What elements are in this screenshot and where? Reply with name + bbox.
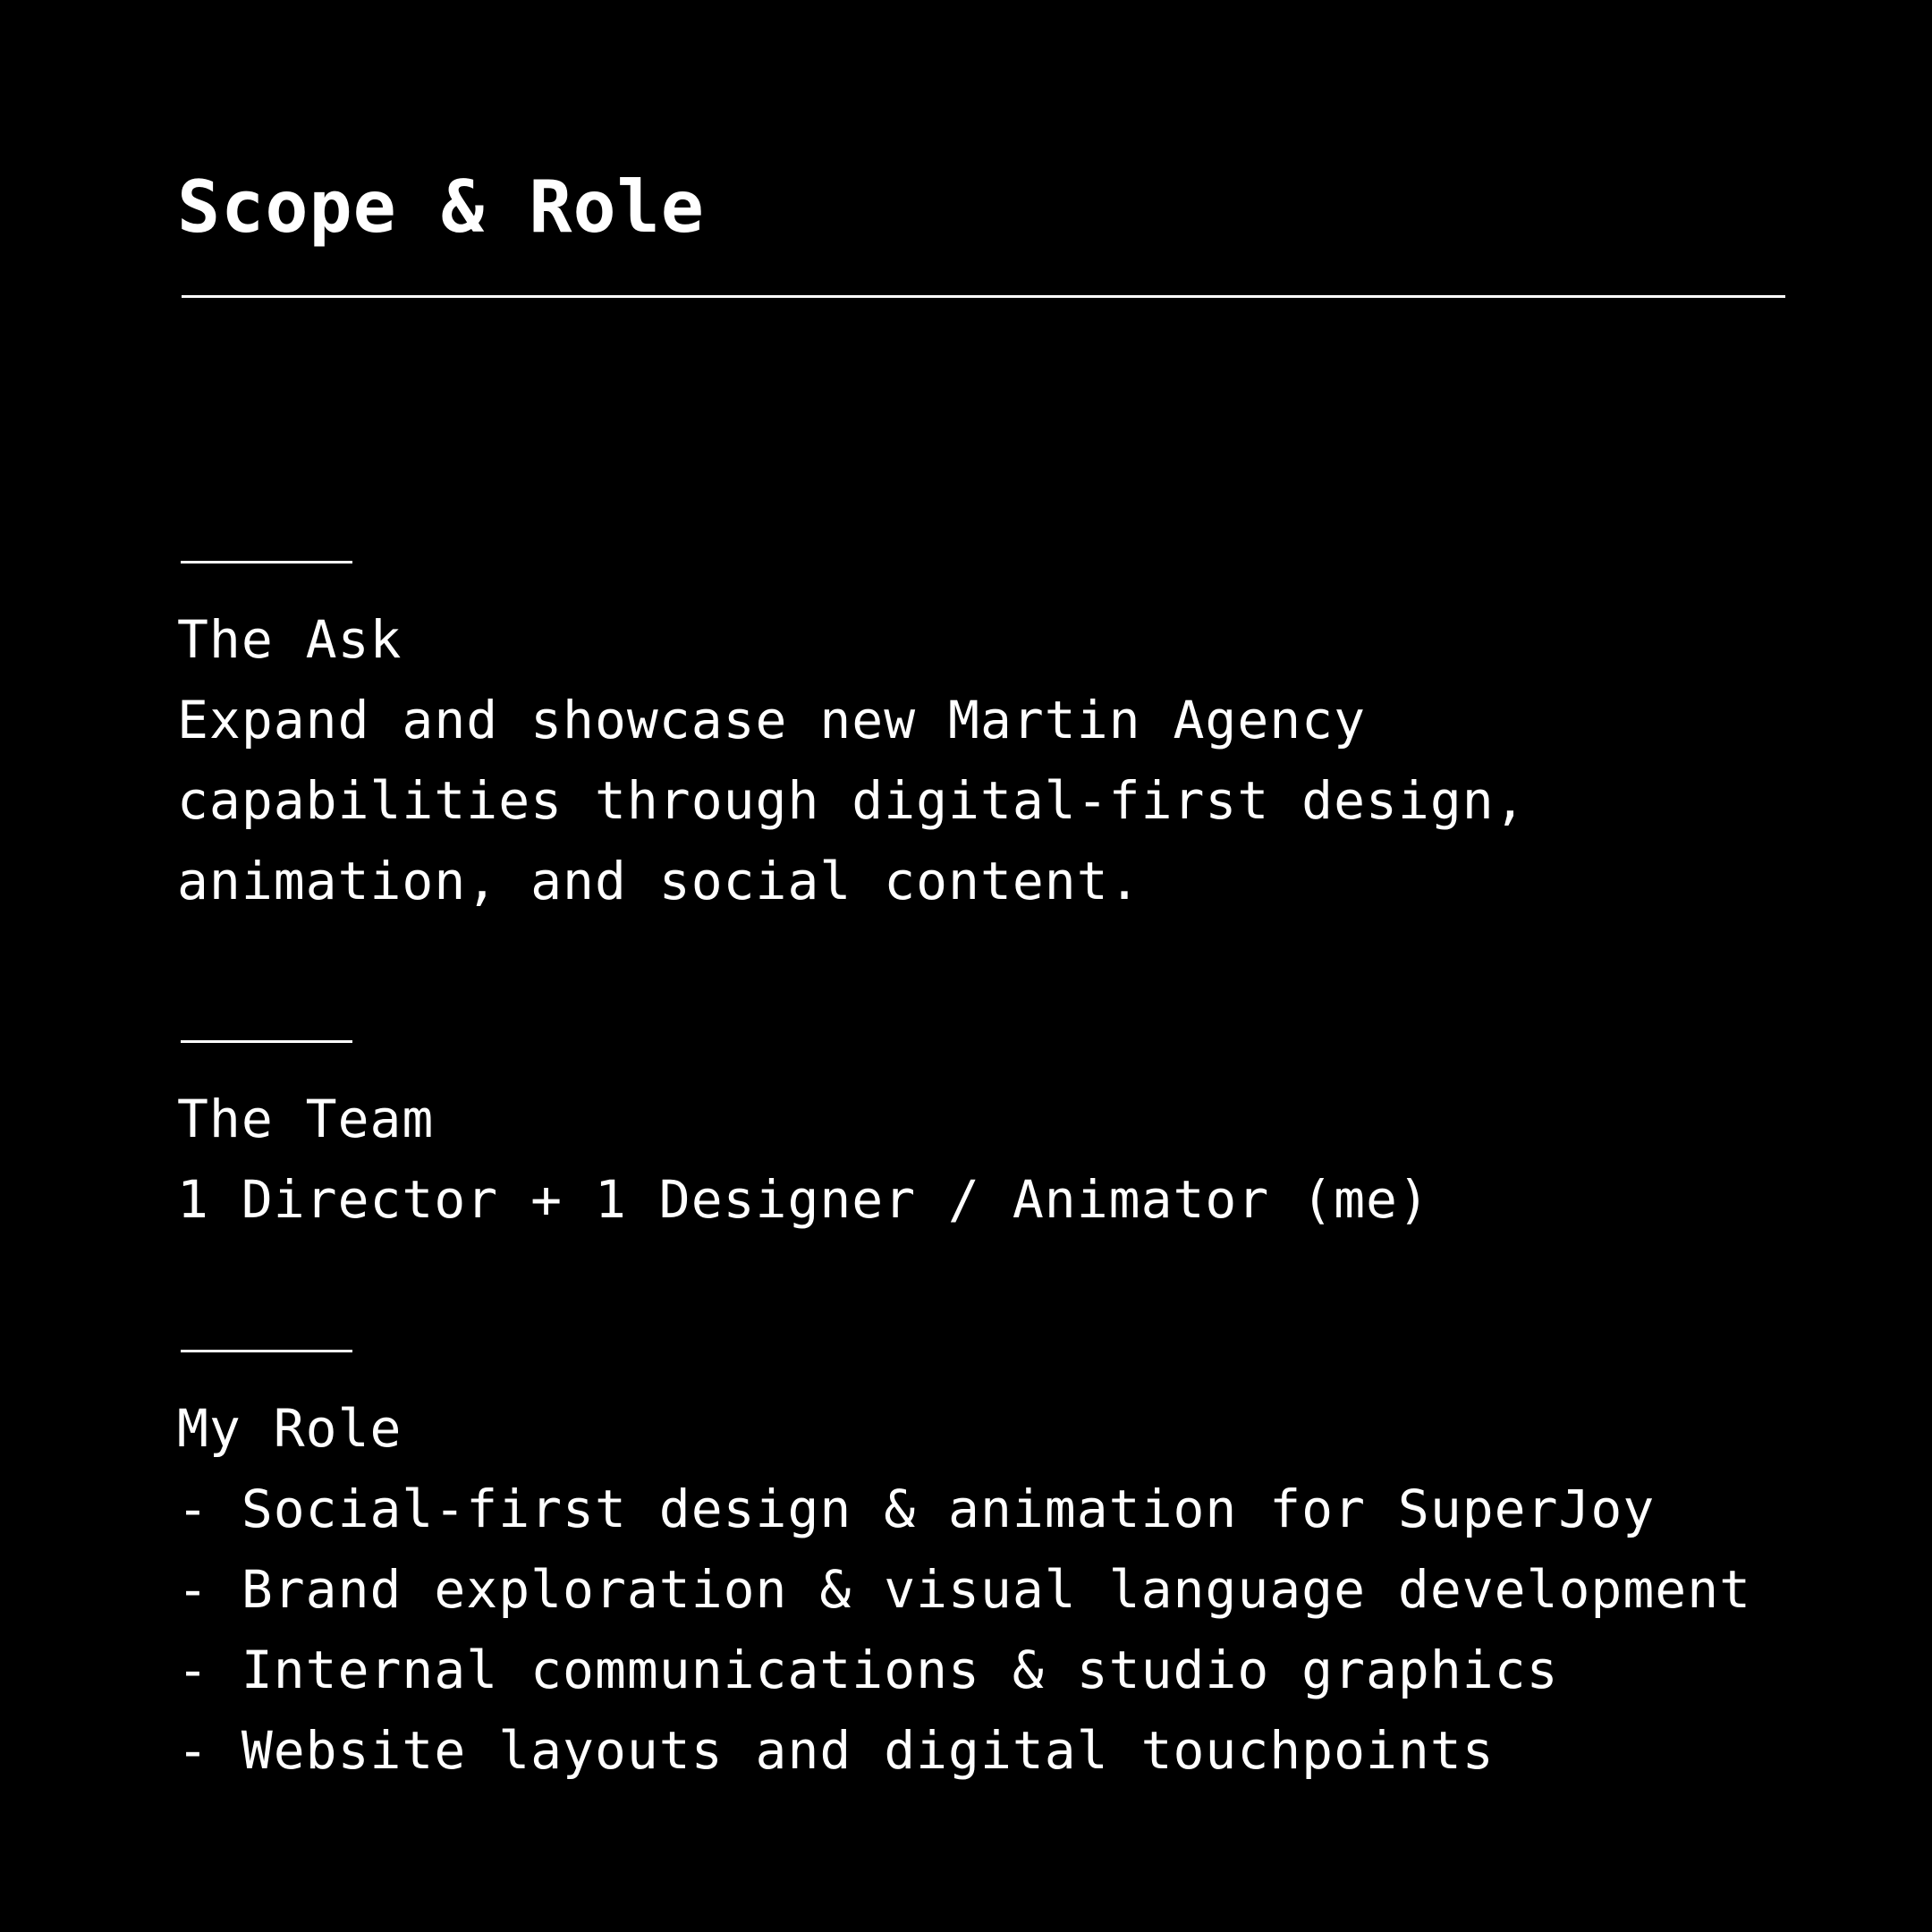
section-heading: The Team xyxy=(177,1089,435,1149)
section-heading: My Role xyxy=(177,1398,402,1459)
section-divider xyxy=(181,1350,352,1352)
section-body-line: Expand and showcase new Martin Agency xyxy=(177,690,1367,750)
section-body-line: animation, and social content. xyxy=(177,851,1141,911)
section-body-line: 1 Director + 1 Designer / Animator (me) xyxy=(177,1169,1430,1230)
section-body-line: capabilities through digital-first design, xyxy=(177,770,1527,831)
section-my-role xyxy=(177,1350,1751,1791)
list-item: - Brand exploration & visual language development xyxy=(177,1559,1752,1620)
section-heading: The Ask xyxy=(177,609,402,670)
list-item: - Social-first design & animation for SuperJoy xyxy=(177,1479,1656,1539)
page-title: Scope & Role xyxy=(177,165,705,249)
title-divider xyxy=(182,295,1785,298)
section-the-ask xyxy=(177,561,1527,921)
section-divider xyxy=(181,1040,352,1043)
section-divider xyxy=(181,561,352,564)
section-the-team xyxy=(177,1040,1430,1240)
role-list xyxy=(177,1469,1751,1791)
list-item: - Website layouts and digital touchpoints xyxy=(177,1720,1495,1781)
list-item: - Internal communications & studio graphics xyxy=(177,1640,1559,1700)
